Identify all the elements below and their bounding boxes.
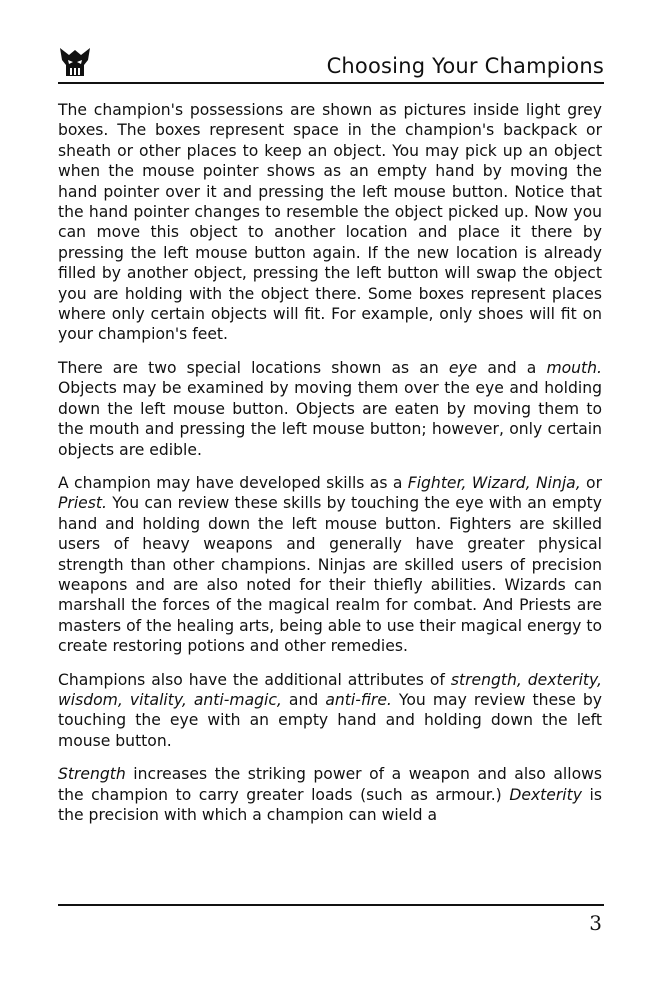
text-span: and a bbox=[477, 358, 547, 377]
paragraph-skills bbox=[58, 473, 602, 657]
paragraph-strength bbox=[58, 764, 602, 825]
text-span: There are two special locations shown as an bbox=[58, 358, 449, 377]
page-number: 3 bbox=[589, 911, 602, 935]
paragraph-attributes bbox=[58, 670, 602, 752]
emphasis-priest: Priest. bbox=[58, 494, 107, 513]
footer-rule bbox=[58, 904, 604, 906]
emphasis-strength: Strength bbox=[58, 765, 126, 784]
paragraph-special-locations bbox=[58, 358, 602, 460]
emphasis-anti-fire: anti-fire. bbox=[325, 690, 392, 709]
emphasis-classes: Fighter, Wizard, Ninja, bbox=[407, 473, 581, 492]
running-title: Choosing Your Champions bbox=[326, 54, 604, 78]
header-rule bbox=[58, 82, 604, 84]
emphasis-eye: eye bbox=[448, 358, 478, 377]
emphasis-attributes: strength, dexterity, wisdom, vitality, anti-magic, bbox=[58, 670, 602, 709]
text-span: Objects may be examined by moving them over the eye and holding down the left mouse button. Objects are eaten by moving them to the mouth and pressing the left mouse button; however, only certain objects are edible. bbox=[58, 379, 602, 459]
text-span: A champion may have developed skills as a bbox=[58, 473, 408, 492]
dungeon-master-logo-icon bbox=[58, 46, 92, 78]
paragraph-possessions: The champion's possessions are shown as pictures inside light grey boxes. The boxes represent space in the champion's backpack or sheath or other places to keep an object. You may pick up an object when the mouse pointer shows as an empty hand by moving the hand pointer over it and pressing the left mouse button. Notice that the hand pointer changes to resemble the object picked up. Now you can move this object to another location and place it there by pressing the left mouse button again. If the new location is already filled by another object, pressing the left button will swap the object you are holding with the object there. Some boxes represent places where only certain objects will fit. For example, only shoes will fit on your champion's feet. bbox=[58, 101, 602, 344]
text-span: Champions also have the additional attributes of bbox=[58, 670, 451, 689]
page-header bbox=[58, 44, 604, 82]
emphasis-mouth: mouth. bbox=[546, 358, 603, 377]
text-span: You may review these by touching the eye with an empty hand and holding down the left mouse button. bbox=[58, 690, 602, 750]
body-text bbox=[58, 100, 602, 838]
text-span: You can review these skills by touching the eye with an empty hand and holding down the left mouse button. Fighters are skilled users of heavy weapons and generally have greater physical strength than other champions. Ninjas are skilled users of precision weapons and are also noted for their thiefly abilities. Wizards can marshall the forces of the magical realm for combat. And Priests are masters of the healing arts, being able to use their magical energy to create restoring potions and other remedies. bbox=[58, 494, 602, 656]
text-span: is the precision with which a champion can wield a bbox=[58, 785, 602, 824]
emphasis-dexterity: Dexterity bbox=[509, 785, 582, 804]
text-span: or bbox=[580, 473, 602, 492]
text-span: and bbox=[281, 690, 326, 709]
text-span: increases the striking power of a weapon and also allows the champion to carry greater loads (such as armour.) bbox=[58, 765, 602, 804]
